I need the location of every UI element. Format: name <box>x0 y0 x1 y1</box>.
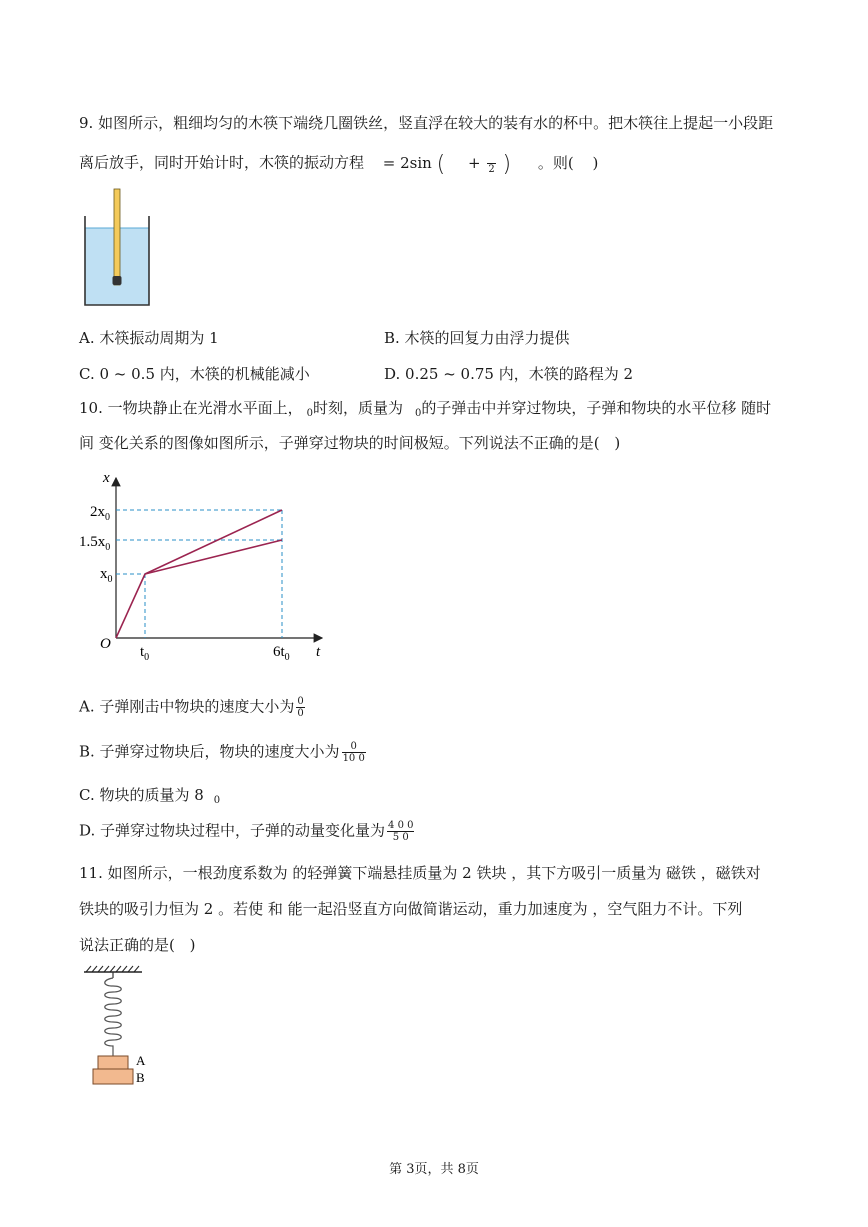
q9-eq-open-paren: ( <box>436 151 446 177</box>
q9-option-d: D. 0.25 ~ 0.75 内，木筷的路程为 2 <box>384 365 634 383</box>
q9-eq-frac-den: 2 <box>488 164 495 175</box>
q11-figure-spring <box>80 964 170 1090</box>
q11-answer-paren: ) <box>189 936 196 954</box>
q9-eq-frac-num <box>487 152 495 164</box>
q10-option-b-text: B. 子弹穿过物块后，物块的速度大小为 <box>79 742 340 761</box>
q10-option-d <box>79 820 416 843</box>
q9-answer-paren: ) <box>592 153 599 172</box>
graph-y-tick-x0: $x_0$ <box>100 566 113 585</box>
q10-option-c <box>79 785 220 811</box>
graph-y-tick-15x0: $1.5x_0$ <box>79 534 111 553</box>
q9-option-c: C. 0 ~ 0.5 内，木筷的机械能减小 <box>79 365 310 383</box>
q10-option-d-frac <box>387 820 414 843</box>
q9-line2 <box>79 152 598 175</box>
q10-line1-a: 10. 一物块静止在光滑水平面上， <box>79 399 303 417</box>
graph-axis-x-label: x <box>103 470 110 486</box>
q11-line2: 铁块的吸引力恒为 2 。若使 和 能一起沿竖直方向做简谐运动，重力加速度为 ，空气阻力不计。下列 <box>79 900 743 918</box>
q10-option-b-den: 10 0 <box>342 753 365 764</box>
magnet-block-b <box>93 1069 133 1084</box>
chopstick <box>114 189 120 285</box>
iron-block-a <box>98 1056 128 1069</box>
q9-option-b: B. 木筷的回复力由浮力提供 <box>384 329 570 347</box>
q10-option-b-num: 0 <box>342 741 366 753</box>
q10-option-d-den: 5 0 <box>392 832 409 843</box>
q9-equation <box>382 151 516 177</box>
q9-eq-plus: + <box>468 153 481 172</box>
q10-option-c-text: C. 物块的质量为 8 <box>79 786 204 804</box>
q10-t0-sub: 0 <box>306 408 313 419</box>
q9-eq-fraction <box>487 152 495 175</box>
q9-option-a: A. 木筷振动周期为 1 <box>79 329 219 347</box>
q10-option-a <box>79 696 307 719</box>
q10-graph <box>76 464 336 670</box>
graph-axis-t-label: t <box>316 644 321 660</box>
q10-line2 <box>79 433 620 453</box>
q10-option-b-frac <box>342 741 366 764</box>
label-block-a: A <box>136 1053 146 1068</box>
q10-option-a-frac <box>296 696 304 719</box>
q10-option-a-text: A. 子弹刚击中物块的速度大小为 <box>79 697 295 716</box>
q10-option-a-num: 0 <box>297 696 304 707</box>
graph-origin-label: O <box>100 636 111 652</box>
q10-line2-text: 间 变化关系的图像如图所示，子弹穿过物块的时间极短。下列说法不正确的是( <box>79 434 600 452</box>
graph-line-bullet <box>145 510 282 574</box>
spring-coil <box>105 978 122 1056</box>
ceiling-hatch <box>86 966 139 972</box>
q11-line1: 11. 如图所示，一根劲度系数为 的轻弹簧下端悬挂质量为 2 铁块 ，其下方吸引一质量为 磁铁 ，磁铁对 <box>79 864 761 882</box>
q10-option-a-den: 0 <box>297 708 304 719</box>
q10-line1 <box>79 398 771 424</box>
graph-y-tick-2x0: $2x_0$ <box>90 504 110 523</box>
q10-option-d-num: 4 0 0 <box>388 820 414 831</box>
q10-line1-b: 时刻，质量为 <box>313 399 404 417</box>
q10-answer-paren: ) <box>614 434 621 452</box>
q10-line1-c: 的子弹击中并穿过物块，子弹和物块的水平位移 随时 <box>421 399 772 417</box>
q9-line1: 9. 如图所示，粗细均匀的木筷下端绕几圈铁丝，竖直浮在较大的装有水的杯中。把木筷往上提起一小段距 <box>79 114 774 132</box>
q10-option-b <box>79 741 368 764</box>
iron-wire-coil <box>113 276 122 285</box>
page-footer: 第 3页，共 8页 <box>389 1162 479 1177</box>
q10-option-d-text: D. 子弹穿过物块过程中，子弹的动量变化量为 <box>79 821 386 840</box>
q10-option-c-sub: 0 <box>213 795 221 806</box>
q10-m0-sub: 0 <box>415 408 422 419</box>
q9-then: 。则( <box>537 153 574 172</box>
label-block-b: B <box>136 1070 145 1085</box>
q9-line2-text: 离后放手，同时开始计时，木筷的振动方程 <box>79 153 365 172</box>
q11-line3-text: 说法正确的是( <box>79 936 175 954</box>
graph-t-tick-t0: $t_0$ <box>140 644 150 663</box>
q9-eq-close-paren: ) <box>502 151 512 177</box>
q9-eq-left: = 2sin <box>382 153 432 172</box>
graph-t-tick-6t0: $6t_0$ <box>273 644 290 663</box>
graph-line-shared <box>116 574 145 638</box>
graph-line-block <box>145 540 282 574</box>
q11-line3 <box>79 935 196 955</box>
q9-figure-cup <box>83 186 153 308</box>
